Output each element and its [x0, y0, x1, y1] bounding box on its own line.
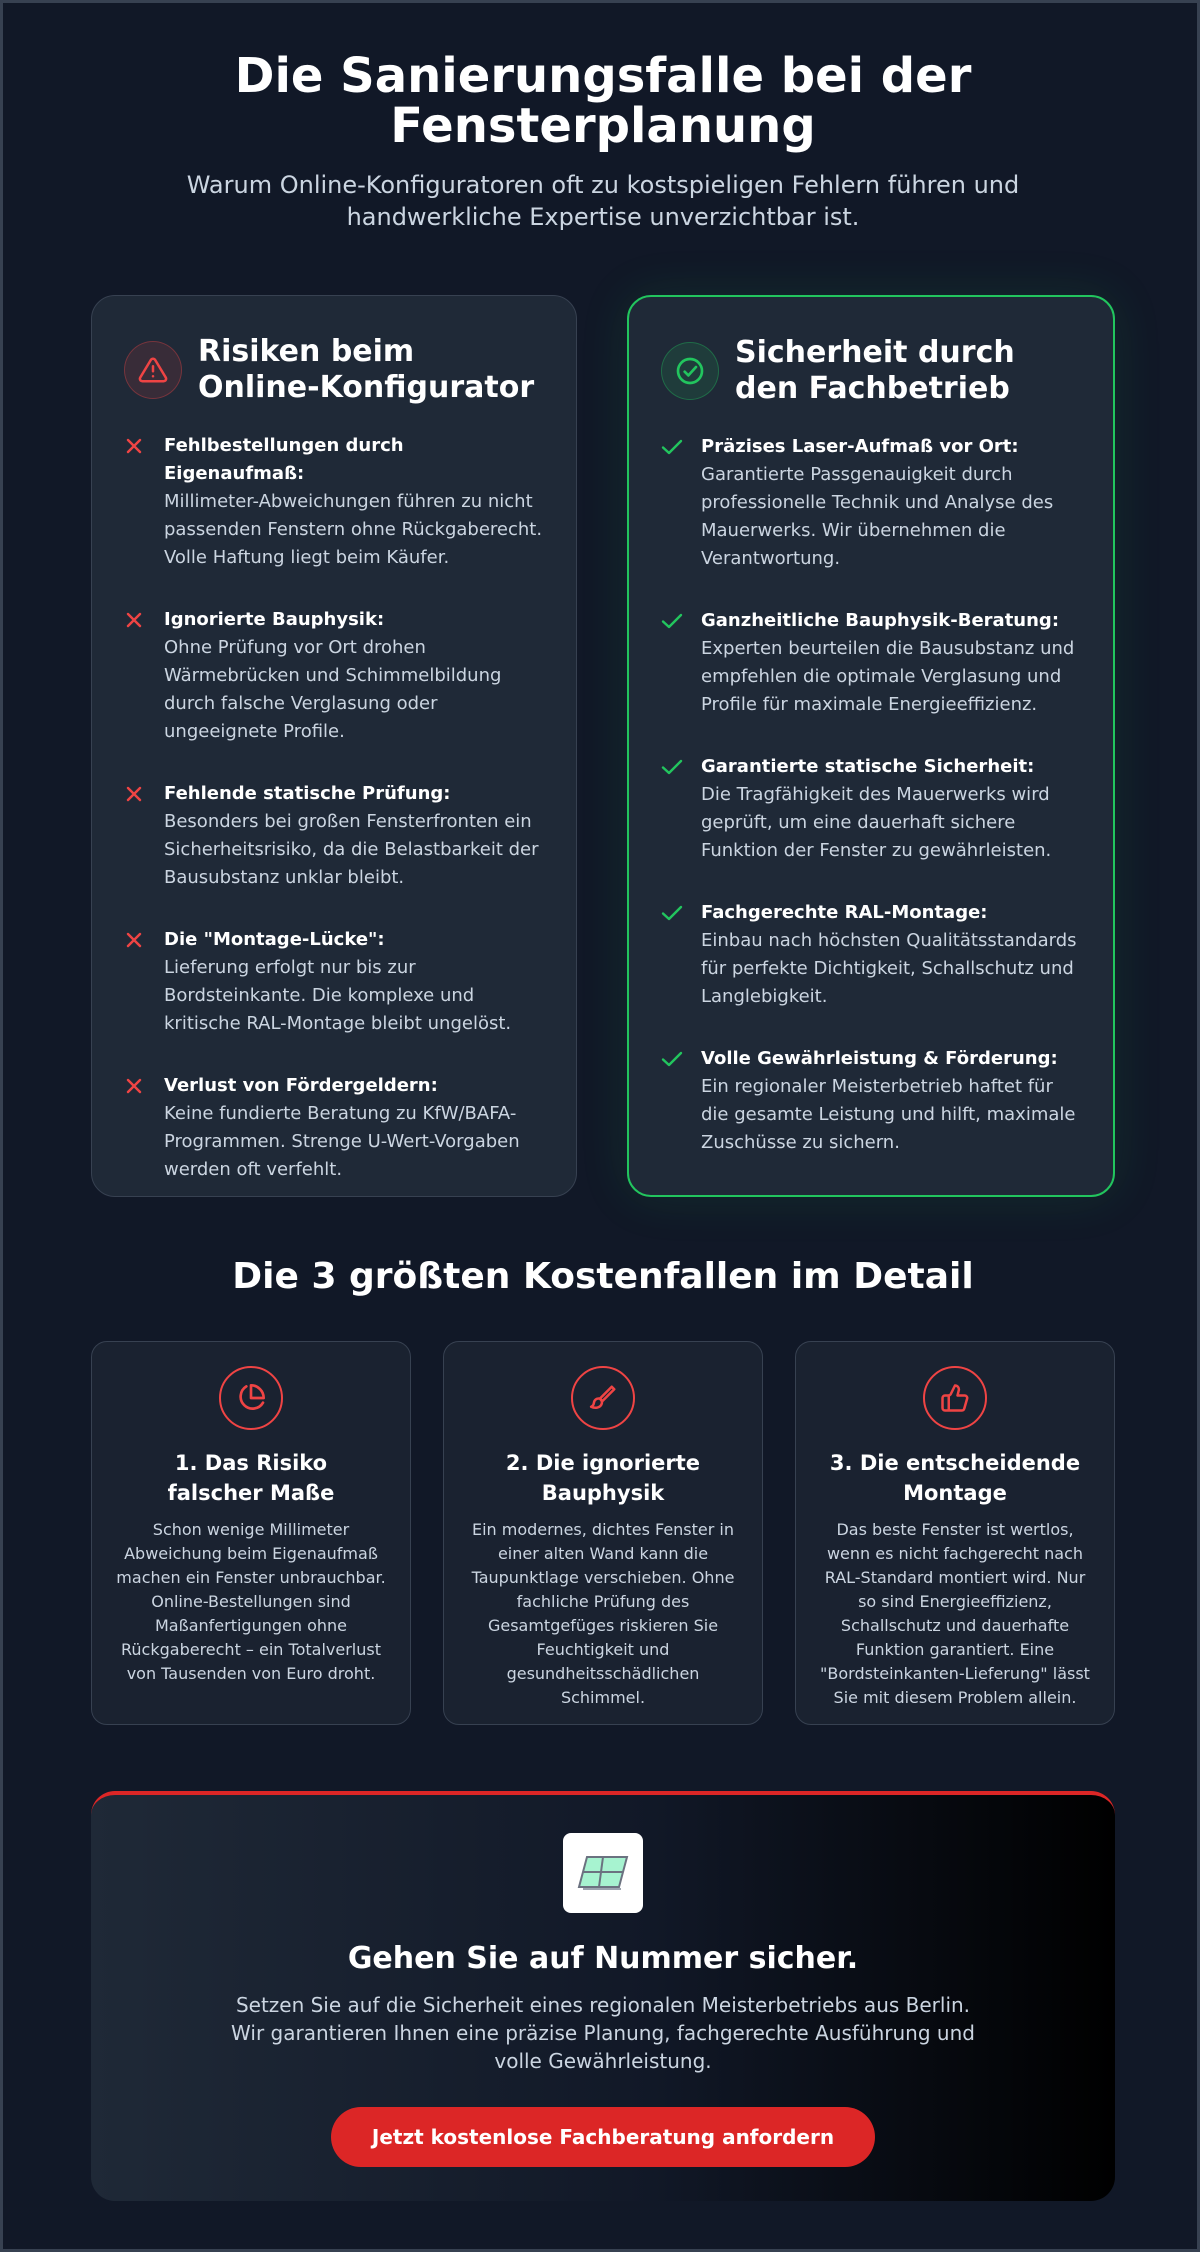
risk-card-header [124, 334, 544, 406]
check-mark-icon [661, 433, 683, 573]
safe-list [661, 433, 1081, 1157]
risk-item [124, 432, 544, 572]
risk-item-title: Ignorierte Bauphysik: [164, 609, 385, 630]
risk-item-text: Besonders bei großen Fensterfronten ein Sicherheitsrisiko, da die Belastbarkeit der Bausubstanz unklar bleibt. [164, 811, 539, 888]
trap-card-title: 2. Die ignorierte Bauphysik [505, 1451, 701, 1505]
check-mark-icon [661, 1045, 683, 1157]
check-mark-icon [661, 607, 683, 719]
trap-card [443, 1341, 763, 1725]
window-icon [563, 1833, 643, 1913]
x-mark-icon [124, 1072, 146, 1184]
trap-card-text: Ein modernes, dichtes Fenster in einer alten Wand kann die Taupunktlage verschieben. Ohne fachliche Prüfung des Gesamtgefüges riskieren Sie Feuchtigkeit und gesundheitsschädlichen Schimmel. [471, 1520, 735, 1707]
risk-list [124, 432, 544, 1184]
warning-triangle-icon [124, 341, 182, 399]
trap-card [795, 1341, 1115, 1725]
safe-item-text: Ein regionaler Meisterbetrieb haftet für die gesamte Leistung und hilft, maximale Zuschüsse zu sichern. [701, 1076, 1076, 1153]
risk-item-text: Ohne Prüfung vor Ort drohen Wärmebrücken und Schimmelbildung durch falsche Verglasung oder ungeeignete Profile. [164, 637, 502, 742]
risk-item-text: Lieferung erfolgt nur bis zur Bordsteinkante. Die komplexe und kritische RAL-Montage bleibt ungelöst. [164, 957, 512, 1034]
risk-item [124, 1072, 544, 1184]
safe-item-title: Präzises Laser-Aufmaß vor Ort: [701, 436, 1019, 457]
thumbs-up-icon [923, 1366, 987, 1430]
comparison-section [91, 295, 1115, 1197]
cta-section [91, 1791, 1115, 2201]
safe-item [661, 433, 1081, 573]
safe-item [661, 1045, 1081, 1157]
risk-item-title: Fehlbestellungen durch Eigenaufmaß: [164, 435, 404, 484]
trap-card-title: 1. Das Risiko falscher Maße [167, 1451, 335, 1505]
risk-item [124, 780, 544, 892]
page-title: Die Sanierungsfalle bei der Fensterplanung [234, 48, 972, 154]
traps-section [91, 1341, 1115, 1725]
risk-item-title: Verlust von Fördergeldern: [164, 1075, 438, 1096]
check-circle-icon [661, 342, 719, 400]
x-mark-icon [124, 606, 146, 746]
risk-card-title: Risiken beim Online-Konfigurator [198, 334, 535, 405]
traps-section-title: Die 3 größten Kostenfallen im Detail [232, 1256, 974, 1297]
safe-item [661, 899, 1081, 1011]
x-mark-icon [124, 432, 146, 572]
safe-item-text: Garantierte Passgenauigkeit durch professionelle Technik und Analyse des Mauerwerks. Wir übernehmen die Verantwortung. [701, 464, 1054, 569]
safe-item-text: Experten beurteilen die Bausubstanz und empfehlen die optimale Verglasung und Profile für maximale Energieeffizienz. [701, 638, 1075, 715]
paintbrush-icon [571, 1366, 635, 1430]
risk-item-title: Fehlende statische Prüfung: [164, 783, 451, 804]
check-mark-icon [661, 753, 683, 865]
risk-item [124, 606, 544, 746]
safe-item-title: Garantierte statische Sicherheit: [701, 756, 1035, 777]
safe-item-text: Einbau nach höchsten Qualitätsstandards für perfekte Dichtigkeit, Schallschutz und Langlebigkeit. [701, 930, 1077, 1007]
risk-item-title: Die "Montage-Lücke": [164, 929, 385, 950]
safe-item-text: Die Tragfähigkeit des Mauerwerks wird geprüft, um eine dauerhaft sichere Funktion der Fenster zu gewährleisten. [701, 784, 1052, 861]
safe-card-title: Sicherheit durch den Fachbetrieb [735, 335, 1015, 406]
x-mark-icon [124, 780, 146, 892]
trap-card [91, 1341, 411, 1725]
safe-item-title: Fachgerechte RAL-Montage: [701, 902, 988, 923]
safe-item-title: Ganzheitliche Bauphysik-Beratung: [701, 610, 1060, 631]
risk-card [91, 295, 577, 1197]
cta-title: Gehen Sie auf Nummer sicher. [347, 1941, 859, 1976]
pie-chart-icon [219, 1366, 283, 1430]
page-subtitle: Warum Online-Konfiguratoren oft zu kostspieligen Fehlern führen und handwerkliche Expertise unverzichtbar ist. [186, 171, 1020, 231]
safe-card-header [661, 335, 1081, 407]
consultation-request-button[interactable]: Jetzt kostenlose Fachberatung anfordern [331, 2107, 875, 2167]
hero-header [91, 48, 1115, 233]
trap-card-title: 3. Die entscheidende Montage [829, 1451, 1081, 1505]
x-mark-icon [124, 926, 146, 1038]
safe-item [661, 753, 1081, 865]
safe-item-title: Volle Gewährleistung & Förderung: [701, 1048, 1058, 1069]
risk-item [124, 926, 544, 1038]
safe-card [627, 295, 1115, 1197]
safe-item [661, 607, 1081, 719]
trap-card-text: Schon wenige Millimeter Abweichung beim Eigenaufmaß machen ein Fenster unbrauchbar. Online-Bestellungen sind Maßanfertigungen ohne Rückgaberecht – ein Totalverlust von Tausenden von Euro droht. [116, 1520, 386, 1683]
risk-item-text: Keine fundierte Beratung zu KfW/BAFA-Programmen. Strenge U-Wert-Vorgaben werden oft verfehlt. [164, 1103, 520, 1180]
check-mark-icon [661, 899, 683, 1011]
cta-text: Setzen Sie auf die Sicherheit eines regionalen Meisterbetriebs aus Berlin. Wir garantieren Ihnen eine präzise Planung, fachgerechte Ausführung und volle Gewährleistung. [231, 1993, 975, 2073]
risk-item-text: Millimeter-Abweichungen führen zu nicht passenden Fenstern ohne Rückgaberecht. Volle Haftung liegt beim Käufer. [164, 491, 543, 568]
trap-card-text: Das beste Fenster ist wertlos, wenn es nicht fachgerecht nach RAL-Standard montiert wird. Nur so sind Energieeffizienz, Schallschutz und dauerhafte Funktion garantiert. Eine "Bordsteinkanten-Lieferung" lässt Sie mit diesem Problem allein. [820, 1520, 1090, 1707]
